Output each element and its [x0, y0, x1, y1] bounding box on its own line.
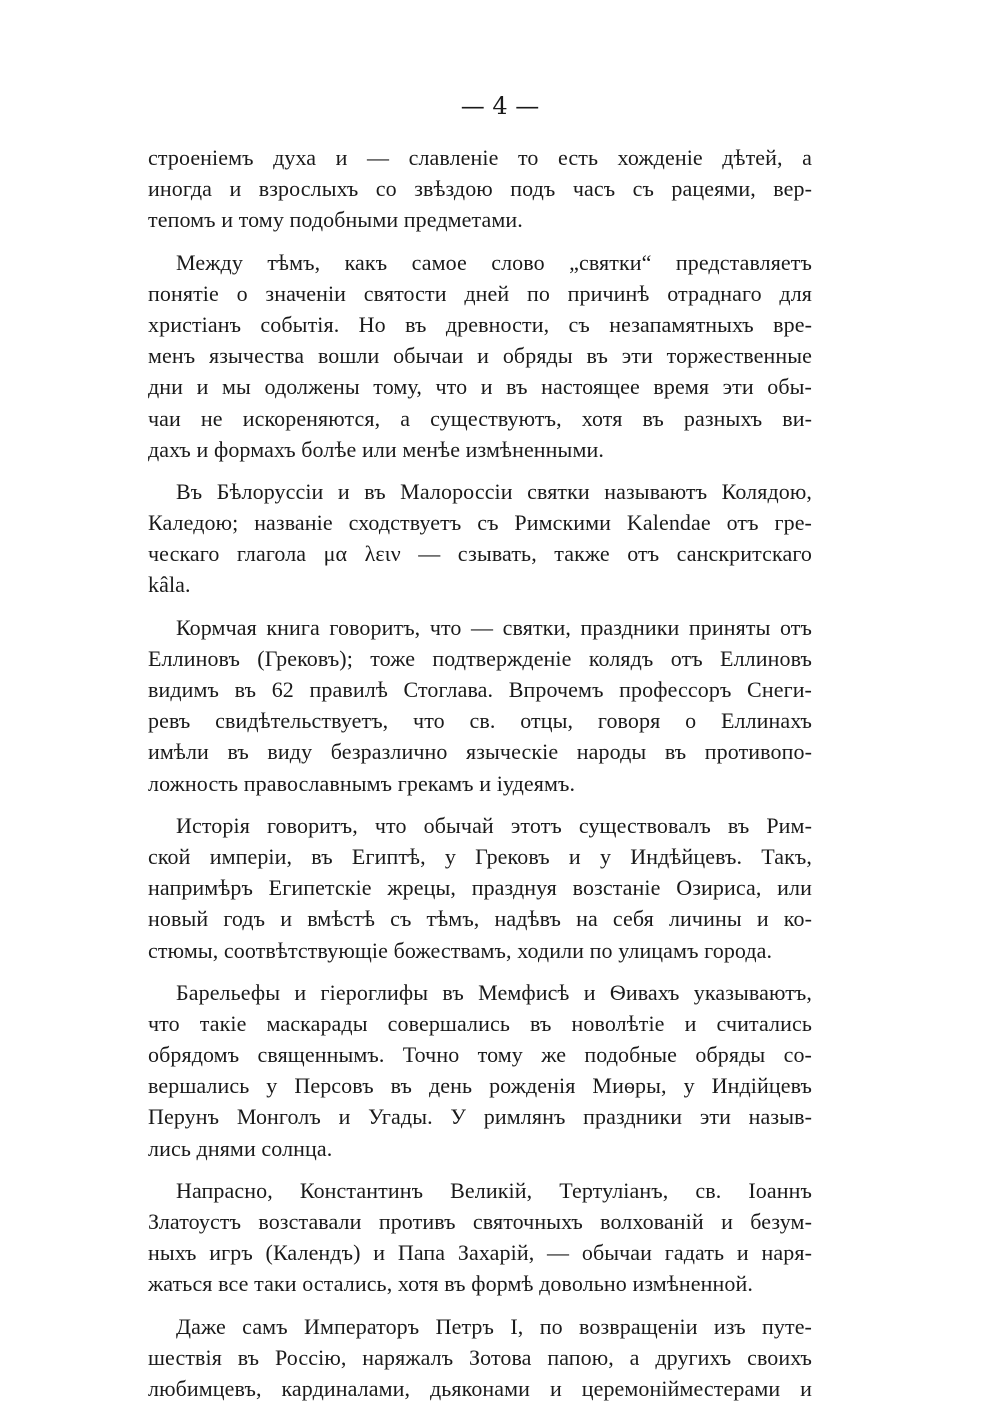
text-line: kâla. — [148, 572, 191, 598]
text-line: ложность православнымъ грекамъ и іудеямъ. — [148, 770, 576, 796]
text-line: Еллиновъ (Грековъ); тоже подтвержденіе колядъ отъ Еллиновъ — [148, 645, 812, 671]
text-line: лись днями солнца. — [148, 1135, 333, 1161]
text-line: менъ язычества вошли обычаи и обряды въ эти торжественные — [148, 343, 812, 369]
text-line: тепомъ и тому подобными предметами. — [148, 207, 523, 233]
text-line: жаться все таки остались, хотя въ формѣ довольно измѣненной. — [148, 1271, 753, 1297]
text-line: Кормчая книга говоритъ, что — святки, праздники приняты отъ — [176, 614, 812, 640]
text-line: Барельефы и гіероглифы въ Мемфисѣ и Ѳивахъ указываютъ, — [176, 979, 812, 1005]
text-line: Даже самъ Императоръ Петръ I, по возвращеніи изъ путе- — [176, 1313, 812, 1339]
text-line: Исторія говоритъ, что обычай этотъ существовалъ въ Рим- — [176, 812, 812, 838]
text-line: строеніемъ духа и — славленіе то есть хожденіе дѣтей, а — [148, 145, 812, 170]
paragraph-8 — [148, 1311, 812, 1405]
text-line: стюмы, соотвѣтствующіе божествамъ, ходили по улицамъ города. — [148, 937, 773, 963]
text-line: Между тѣмъ, какъ самое слово „святки“ представляетъ — [176, 249, 812, 275]
text-line: дни и мы одолжены тому, что и въ настоящее время эти обы- — [148, 374, 812, 400]
text-line: шествія въ Россію, наряжалъ Зотова папою, а другихъ своихъ — [148, 1344, 812, 1370]
text-line: Напрасно, Константинъ Великій, Тертуліанъ, св. Іоаннъ — [176, 1177, 812, 1203]
text-line: обрядомъ священнымъ. Точно тому же подобные обряды со- — [148, 1042, 812, 1068]
paragraph-4 — [148, 612, 812, 799]
page-number: — 4 — — [460, 92, 540, 120]
paragraph-2 — [148, 247, 812, 465]
text-line: Въ Бѣлоруссіи и въ Малороссіи святки называютъ Колядою, — [176, 478, 812, 504]
text-line: Каледою; названіе сходствуетъ съ Римскими Kalendae отъ гре- — [148, 510, 812, 536]
paragraph-6 — [148, 977, 812, 1164]
text-line: чаи не искореняются, а существуютъ, хотя въ разныхъ ви- — [148, 405, 812, 431]
text-line: дахъ и формахъ болѣе или менѣе измѣненными. — [148, 436, 604, 462]
text-line: ревъ свидѣтельствуетъ, что св. отцы, говоря о Еллинахъ — [148, 708, 812, 734]
text-line: ческаго глагола μα λειν — сзывать, также отъ санскритскаго — [148, 541, 812, 567]
paragraph-5 — [148, 810, 812, 966]
paragraph-3 — [148, 476, 812, 601]
text-line: понятіе о значеніи святости дней по причинѣ отраднаго для — [148, 280, 812, 306]
text-line: Златоустъ возставали противъ святочныхъ волхованій и безум- — [148, 1209, 812, 1234]
text-line: Перунъ Монголъ и Угады. У римлянъ праздники эти назыв- — [148, 1104, 812, 1130]
text-line: вершались у Персовъ въ день рожденія Миѳры, у Индійцевъ — [148, 1073, 812, 1099]
text-line: ской имперіи, въ Египтѣ, у Грековъ и у Индѣйцевъ. Такъ, — [148, 843, 812, 869]
text-line: что такіе маскарады совершались въ новолѣтіе и считались — [148, 1010, 812, 1036]
text-line: христіанъ событія. Но въ древности, съ незапамятныхъ вре- — [148, 311, 812, 337]
body-text — [148, 142, 812, 1415]
text-line: новый годъ и вмѣстѣ съ тѣмъ, надѣвъ на себя личины и ко- — [148, 906, 812, 932]
text-line: напримѣръ Египетскіе жрецы, празднуя возстаніе Озириса, или — [148, 875, 812, 901]
text-line: иногда и взрослыхъ со звѣздою подъ часъ съ рацеями, вер- — [148, 176, 812, 202]
text-line: любимцевъ, кардиналами, дьяконами и церемонійместерами и — [148, 1375, 812, 1401]
text-line: видимъ въ 62 правилѣ Стоглава. Впрочемъ профессоръ Снеги- — [148, 677, 812, 702]
paragraph-7 — [148, 1175, 812, 1300]
paragraph-1 — [148, 142, 812, 236]
text-line: ныхъ игръ (Календъ) и Папа Захарій, — обычаи гадать и наря- — [148, 1240, 812, 1266]
text-line: имѣли въ виду безразлично языческіе народы въ противопо- — [148, 739, 812, 765]
